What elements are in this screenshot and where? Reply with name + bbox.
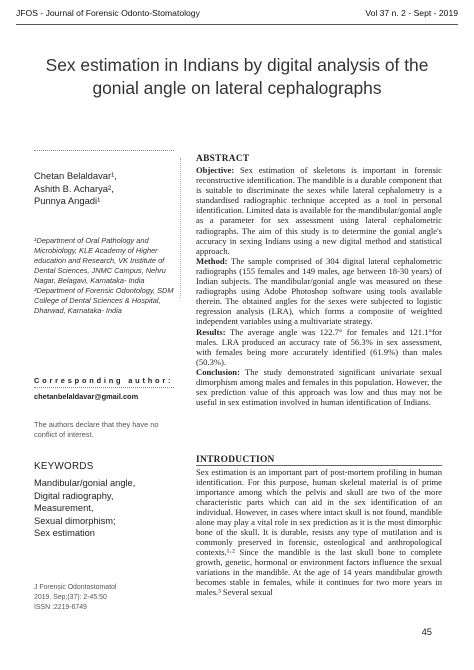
author: Chetan Belaldavar¹, — [34, 170, 117, 181]
header-divider — [16, 24, 458, 25]
running-header — [16, 0, 458, 26]
author: Ashith B. Acharya², — [34, 182, 114, 194]
column-separator — [180, 158, 185, 298]
introduction-text: Sex estimation is an important part of post-mortem profiling in human identification. For this purpose, human skeletal material is of prime importance among which the pelvis and skull are two of the more characteristic parts which can aid in the sex identification of an individual. However, in cases where intact skull is not found, mandible alone may play a vital role in sex prediction as it is the most dimorphic bone of the skull. It is durable, resists any type of mutilation and is commonly preserved in forensic, osteological and anthropological contexts.¹·² Since the mandible is the last skull bone to complete growth, genetic, hormonal or environment factors influence the sexual variations in the mandible. At the age of 14 years mandibular growth becomes stable in females, while it continues for two more years in males.³ Several sexual — [196, 467, 442, 597]
abstract-conclusion — [196, 367, 442, 407]
corresponding-author-label: Corresponding author: — [34, 376, 174, 385]
keyword: Mandibular/gonial angle, — [34, 478, 136, 488]
citation-issn: ISSN :2219-6749 — [34, 604, 87, 611]
abstract-method — [196, 256, 442, 327]
introduction-heading: INTRODUCTION — [196, 455, 275, 465]
results-label: Results: — [196, 326, 226, 337]
author: Punnya Angadi¹ — [34, 195, 101, 206]
corresponding-email[interactable]: chetanbelaldavar@gmail.com — [34, 392, 139, 401]
results-text: The average angle was 122.7° for females and 121.1°for males. LRA produced an accuracy rate of 56.3% in sex assessment, with females being more accurately identified (61.9%) than males (50.3%). — [196, 326, 442, 367]
conclusion-text: The study demonstrated significant univariate sexual dimorphism among males and females in this population. However, the sex prediction value of this approach was low and thus may not be useful in sex estimation involved in human identification of Indians. — [196, 366, 442, 408]
journal-name: JFOS - Journal of Forensic Odonto-Stomatology — [16, 8, 200, 18]
keyword-list — [34, 477, 174, 540]
affiliations: ¹Department of Oral Pathology and Microbiology, KLE Academy of Higher education and Research, VK Institute of Dental Sciences, JNMC Campus, Nehru Nagar, Belagavi, Karnataka- India ²Department of Forensic Odontology, SDM College of Dental Sciences & Hospital, Dharwad, Karnataka- India — [34, 236, 174, 315]
introduction-divider — [196, 465, 442, 466]
method-text: The sample comprised of 304 digital lateral cephalometric radiographs (155 females and 149 males, age between 18-30 years) of Indian subjects. The mandibular/gonial angle was measured on these radiographs using Adobe Photoshop software using tools available therein. The obtained angles for the sexes were subjected to logistic regression analysis (LRA), which forms a composite of weighted independent variables using a multivariate strategy. — [196, 255, 442, 327]
keyword: Digital radiography, — [34, 490, 114, 501]
citation-journal: J Forensic Odontostomatol — [34, 584, 117, 591]
keyword: Sex estimation — [34, 528, 95, 539]
left-column-divider — [34, 150, 174, 151]
citation-info — [34, 583, 174, 613]
objective-label: Objective: — [196, 165, 235, 175]
corresponding-divider — [34, 387, 174, 388]
method-label: Method: — [196, 255, 228, 266]
objective-text: Sex estimation of skeletons is important in forensic reconstructive identification. The mandible is a durable component that is suitable to discriminate the sexes while lateral cephalometry is a standardised radiographic technique accepted as a tool in personal identification. Limited data is available for the mandibular/gonial angle as a parameter for sex assessment using lateral cephalometric radiographs. The aim of this study is to determine the gonial angle's accuracy in sexing Indians using a new digital method and statistical approach. — [196, 165, 442, 256]
conclusion-label: Conclusion: — [196, 366, 240, 377]
keywords-heading: KEYWORDS — [34, 461, 94, 472]
conflict-statement: The authors declare that they have no conflict of interest. — [34, 420, 159, 440]
article-title: Sex estimation in Indians by digital analysis of the gonial angle on lateral cephalographs — [45, 55, 429, 98]
citation-volume: 2019. Sep;(37): 2-45:50 — [34, 594, 107, 601]
author-list — [34, 170, 174, 208]
abstract-results — [196, 327, 442, 367]
issue-info: Vol 37 n. 2 - Sept - 2019 — [365, 8, 458, 18]
keyword: Sexual dimorphism; — [34, 515, 116, 526]
keyword: Measurement, — [34, 503, 94, 514]
abstract-body — [196, 165, 442, 407]
page-number: 45 — [421, 626, 432, 637]
abstract-heading: ABSTRACT — [196, 154, 250, 164]
abstract-objective — [196, 165, 442, 256]
